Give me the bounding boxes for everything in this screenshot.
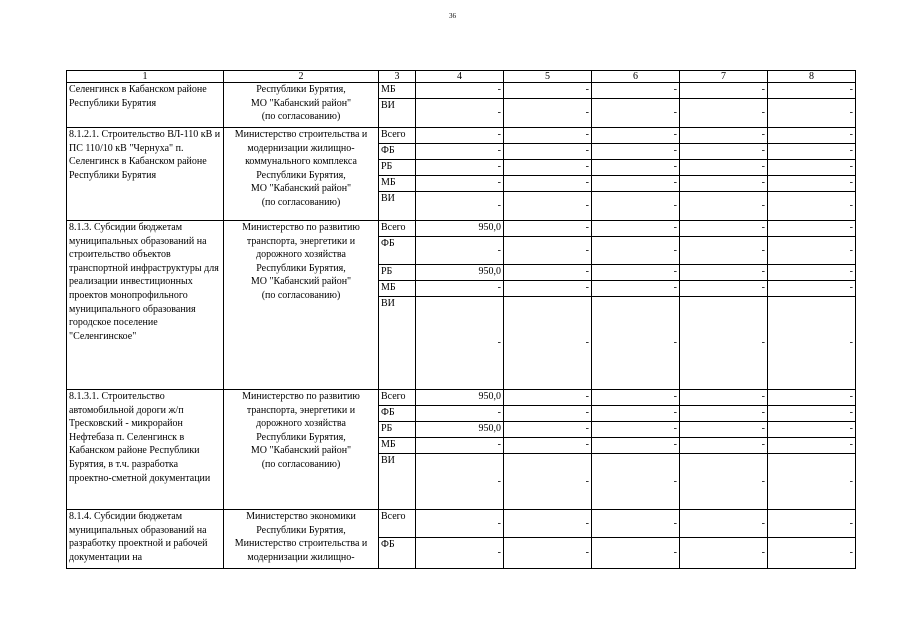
value-cell: - (680, 265, 768, 281)
value-cell: - (416, 237, 504, 265)
value-cell: - (768, 406, 856, 422)
value-cell: - (680, 281, 768, 297)
funding-source: Всего (379, 128, 416, 144)
value-cell: - (504, 538, 592, 569)
value-cell: - (416, 99, 504, 128)
header-row (67, 71, 856, 83)
value-cell: - (768, 144, 856, 160)
item-executor: Республики Бурятия, МО "Кабанский район" (по согласованию) (224, 83, 379, 128)
item-executor: Министерство по развитию транспорта, энергетики и дорожного хозяйства Республики Бурятия, МО "Кабанский район" (по согласованию) (224, 390, 379, 510)
value-cell: - (768, 454, 856, 510)
value-cell: - (504, 144, 592, 160)
value-cell: - (504, 422, 592, 438)
value-cell: - (592, 281, 680, 297)
value-cell: 950,0 (416, 390, 504, 406)
table-row (67, 510, 856, 538)
item-executor: Министерство строительства и модернизации жилищно-коммунального комплекса Республики Бурятия, МО "Кабанский район" (по согласованию) (224, 128, 379, 221)
value-cell: - (416, 192, 504, 221)
value-cell: - (680, 99, 768, 128)
value-cell: - (504, 99, 592, 128)
funding-source: Всего (379, 221, 416, 237)
value-cell: - (680, 192, 768, 221)
funding-source: Всего (379, 390, 416, 406)
value-cell: - (680, 128, 768, 144)
value-cell: - (592, 265, 680, 281)
value-cell: - (416, 83, 504, 99)
value-cell: - (768, 265, 856, 281)
value-cell: - (768, 390, 856, 406)
value-cell: - (768, 297, 856, 390)
header-cell: 2 (224, 71, 379, 83)
value-cell: - (416, 128, 504, 144)
value-cell: - (504, 160, 592, 176)
value-cell: - (592, 192, 680, 221)
value-cell: - (680, 454, 768, 510)
value-cell: - (592, 406, 680, 422)
item-title: 8.1.3.1. Строительство автомобильной дороги ж/п Тресковский - микрорайон Нефтебаза п. Селенгинск в Кабанском районе Республики Бурятия, в т.ч. разработка проектно-сметной документации (67, 390, 224, 510)
funding-source: ФБ (379, 144, 416, 160)
value-cell: - (768, 422, 856, 438)
value-cell: - (768, 160, 856, 176)
value-cell: - (768, 221, 856, 237)
header-cell: 4 (416, 71, 504, 83)
value-cell: - (592, 538, 680, 569)
value-cell: 950,0 (416, 422, 504, 438)
value-cell: - (504, 281, 592, 297)
funding-source: РБ (379, 160, 416, 176)
value-cell: - (680, 422, 768, 438)
value-cell: - (680, 406, 768, 422)
value-cell: - (680, 221, 768, 237)
value-cell: - (416, 297, 504, 390)
funding-source: Всего (379, 510, 416, 538)
value-cell: - (768, 128, 856, 144)
value-cell: - (592, 144, 680, 160)
value-cell: - (416, 160, 504, 176)
value-cell: - (768, 438, 856, 454)
funding-source: РБ (379, 422, 416, 438)
value-cell: - (504, 237, 592, 265)
value-cell: - (592, 297, 680, 390)
value-cell: - (592, 390, 680, 406)
value-cell: 950,0 (416, 221, 504, 237)
value-cell: - (504, 192, 592, 221)
item-executor: Министерство по развитию транспорта, энергетики и дорожного хозяйства Республики Бурятия, МО "Кабанский район" (по согласованию) (224, 221, 379, 390)
value-cell: - (680, 160, 768, 176)
header-cell: 7 (680, 71, 768, 83)
funding-source: ВИ (379, 297, 416, 390)
value-cell: - (592, 99, 680, 128)
value-cell: - (504, 176, 592, 192)
value-cell: - (768, 510, 856, 538)
value-cell: - (592, 510, 680, 538)
value-cell: - (504, 83, 592, 99)
funding-source: РБ (379, 265, 416, 281)
value-cell: - (680, 538, 768, 569)
value-cell: - (504, 454, 592, 510)
program-table (66, 70, 856, 569)
value-cell: - (504, 510, 592, 538)
value-cell: - (680, 237, 768, 265)
value-cell: - (592, 237, 680, 265)
header-cell: 6 (592, 71, 680, 83)
funding-source: ФБ (379, 406, 416, 422)
value-cell: - (768, 538, 856, 569)
table-row (67, 221, 856, 237)
value-cell: - (592, 221, 680, 237)
value-cell: - (592, 454, 680, 510)
value-cell: - (680, 297, 768, 390)
value-cell: - (504, 128, 592, 144)
table-row (67, 128, 856, 144)
value-cell: - (416, 454, 504, 510)
value-cell: - (680, 510, 768, 538)
item-title: 8.1.2.1. Строительство ВЛ-110 кВ и ПС 110/10 кВ "Чернуха" п. Селенгинск в Кабанском районе Республики Бурятия (67, 128, 224, 221)
value-cell: - (680, 176, 768, 192)
value-cell: - (416, 176, 504, 192)
value-cell: - (592, 422, 680, 438)
value-cell: - (592, 438, 680, 454)
value-cell: - (768, 176, 856, 192)
item-title: 8.1.4. Субсидии бюджетам муниципальных образований на разработку проектной и рабочей документации на (67, 510, 224, 569)
value-cell: - (592, 83, 680, 99)
page-number: 36 (449, 12, 456, 20)
funding-source: ВИ (379, 192, 416, 221)
value-cell: - (416, 510, 504, 538)
table-row (67, 83, 856, 99)
value-cell: - (416, 144, 504, 160)
value-cell: - (592, 128, 680, 144)
header-cell: 1 (67, 71, 224, 83)
value-cell: - (504, 265, 592, 281)
value-cell: - (416, 538, 504, 569)
value-cell: - (680, 83, 768, 99)
value-cell: 950,0 (416, 265, 504, 281)
value-cell: - (768, 281, 856, 297)
value-cell: - (504, 390, 592, 406)
funding-source: ВИ (379, 454, 416, 510)
funding-source: МБ (379, 438, 416, 454)
value-cell: - (416, 438, 504, 454)
value-cell: - (768, 83, 856, 99)
funding-source: МБ (379, 83, 416, 99)
value-cell: - (592, 160, 680, 176)
table-row (67, 390, 856, 406)
value-cell: - (768, 237, 856, 265)
value-cell: - (768, 99, 856, 128)
item-title: 8.1.3. Субсидии бюджетам муниципальных образований на строительство объектов транспортной инфраструктуры для реализации инвестиционных проектов монопрофильного муниципального образования городское поселение "Селенгинское" (67, 221, 224, 390)
item-executor: Министерство экономики Республики Бурятия, Министерство строительства и модернизации жилищно- (224, 510, 379, 569)
header-cell: 3 (379, 71, 416, 83)
value-cell: - (592, 176, 680, 192)
value-cell: - (680, 390, 768, 406)
funding-source: ФБ (379, 237, 416, 265)
value-cell: - (504, 438, 592, 454)
value-cell: - (416, 406, 504, 422)
value-cell: - (416, 281, 504, 297)
value-cell: - (504, 221, 592, 237)
item-title: Селенгинск в Кабанском районе Республики Бурятия (67, 83, 224, 128)
value-cell: - (768, 192, 856, 221)
value-cell: - (504, 406, 592, 422)
value-cell: - (504, 297, 592, 390)
funding-source: МБ (379, 176, 416, 192)
funding-source: ВИ (379, 99, 416, 128)
funding-source: МБ (379, 281, 416, 297)
funding-source: ФБ (379, 538, 416, 569)
header-cell: 5 (504, 71, 592, 83)
value-cell: - (680, 438, 768, 454)
header-cell: 8 (768, 71, 856, 83)
value-cell: - (680, 144, 768, 160)
